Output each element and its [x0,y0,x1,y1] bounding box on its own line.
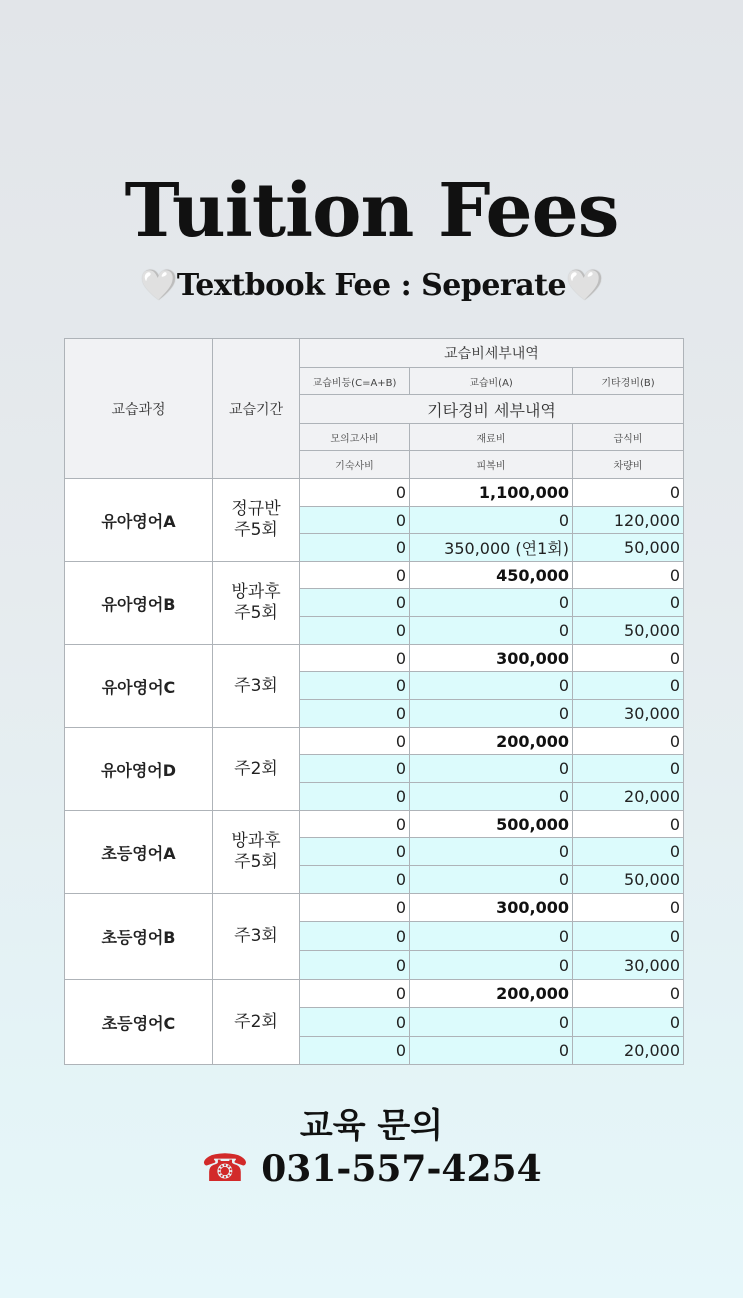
fee-cell: 50,000 [573,534,684,562]
fee-cell: 200,000 [410,980,573,1008]
fee-cell: 0 [410,755,573,783]
fee-cell: 0 [300,589,410,617]
fee-cell: 0 [573,562,684,589]
fee-cell: 0 [410,1037,573,1065]
fee-cell: 0 [300,562,410,589]
fee-cell: 0 [300,700,410,728]
phone-number[interactable] [0,1146,743,1190]
fee-cell: 0 [300,534,410,562]
period-line: 주3회 [234,926,278,946]
course-name: 초등영어A [65,811,213,894]
fee-cell: 0 [300,1037,410,1065]
subtitle [0,268,743,303]
period-line: 정규반 [231,499,281,519]
fee-cell: 0 [300,866,410,894]
fee-cell: 0 [573,755,684,783]
period-line: 주3회 [234,675,278,696]
fee-cell: 0 [300,507,410,534]
header-uniform: 피복비 [410,451,573,479]
period-line: 주2회 [234,1011,278,1032]
white-heart-icon: 🤍 [566,268,603,303]
page-title: Tuition Fees [124,168,619,254]
white-heart-icon: 🤍 [140,268,177,303]
fee-cell: 20,000 [573,783,684,811]
fee-cell: 0 [300,922,410,951]
period-line: 주5회 [234,603,278,623]
fee-cell: 0 [300,728,410,755]
fee-cell: 0 [573,728,684,755]
header-other: 기타경비(B) [573,368,684,395]
fee-cell: 120,000 [573,507,684,534]
fee-cell: 0 [410,838,573,866]
fee-cell: 0 [573,672,684,700]
fee-cell: 0 [300,479,410,507]
fee-cell: 300,000 [410,894,573,922]
fee-cell: 1,100,000 [410,479,573,507]
fee-cell: 0 [410,700,573,728]
fee-cell: 0 [573,922,684,951]
fee-cell: 0 [410,672,573,700]
fee-cell: 0 [573,811,684,838]
header-material: 재료비 [410,424,573,451]
fee-cell: 0 [410,922,573,951]
course-name: 유아영어B [65,562,213,645]
fee-cell: 0 [300,783,410,811]
fee-cell: 50,000 [573,617,684,645]
fee-cell: 0 [300,980,410,1008]
header-dorm: 기숙사비 [300,451,410,479]
header-vehicle: 차량비 [573,451,684,479]
fee-cell: 0 [300,755,410,783]
period-line: 방과후 [231,831,281,851]
header-meal: 급식비 [573,424,684,451]
fee-cell: 0 [410,617,573,645]
fee-cell: 30,000 [573,951,684,980]
course-period [213,894,300,980]
fee-cell: 0 [300,838,410,866]
fee-cell: 0 [300,645,410,672]
period-line: 방과후 [231,582,281,602]
fee-cell: 0 [410,783,573,811]
fee-cell: 0 [410,1008,573,1037]
header-other-detail: 기타경비 세부내역 [300,395,684,424]
course-name: 유아영어D [65,728,213,811]
header-course: 교습과정 [65,339,213,479]
course-period [213,479,300,562]
course-name: 초등영어C [65,980,213,1065]
telephone-icon: ☎ [201,1146,249,1190]
period-line: 주5회 [234,852,278,872]
contact-label: 교육 문의 [299,1106,444,1146]
fee-cell: 0 [300,894,410,922]
subtitle-text: Textbook Fee : Seperate [176,268,567,303]
fee-cell: 0 [300,811,410,838]
header-period: 교습기간 [213,339,300,479]
fee-cell: 200,000 [410,728,573,755]
fee-cell: 0 [573,479,684,507]
fee-cell: 450,000 [410,562,573,589]
fee-cell: 0 [573,894,684,922]
fee-cell: 20,000 [573,1037,684,1065]
course-period [213,728,300,811]
course-name: 초등영어B [65,894,213,980]
fee-cell: 0 [300,617,410,645]
fee-cell: 0 [410,507,573,534]
fee-cell: 0 [410,866,573,894]
fee-cell: 0 [573,589,684,617]
course-period [213,980,300,1065]
fee-cell: 0 [573,980,684,1008]
course-name: 유아영어C [65,645,213,728]
fee-cell: 0 [300,672,410,700]
course-period [213,562,300,645]
course-name: 유아영어A [65,479,213,562]
header-fee-detail: 교습비세부내역 [300,339,684,368]
period-line: 주2회 [234,758,278,779]
header-total: 교습비등(C=A+B) [300,368,410,395]
header-mock-exam: 모의고사비 [300,424,410,451]
fee-cell: 0 [573,1008,684,1037]
course-period [213,645,300,728]
fee-cell: 0 [300,1008,410,1037]
fee-cell: 350,000 (연1회) [410,534,573,562]
fee-cell: 50,000 [573,866,684,894]
phone-text: 031-557-4254 [261,1148,542,1190]
course-period [213,811,300,894]
header-tuition: 교습비(A) [410,368,573,395]
fee-cell: 0 [573,838,684,866]
fee-cell: 300,000 [410,645,573,672]
fee-table [64,338,684,1065]
fee-cell: 500,000 [410,811,573,838]
fee-cell: 0 [573,645,684,672]
fee-cell: 0 [410,951,573,980]
fee-cell: 0 [410,589,573,617]
period-line: 주5회 [234,520,278,540]
fee-cell: 0 [300,951,410,980]
fee-cell: 30,000 [573,700,684,728]
